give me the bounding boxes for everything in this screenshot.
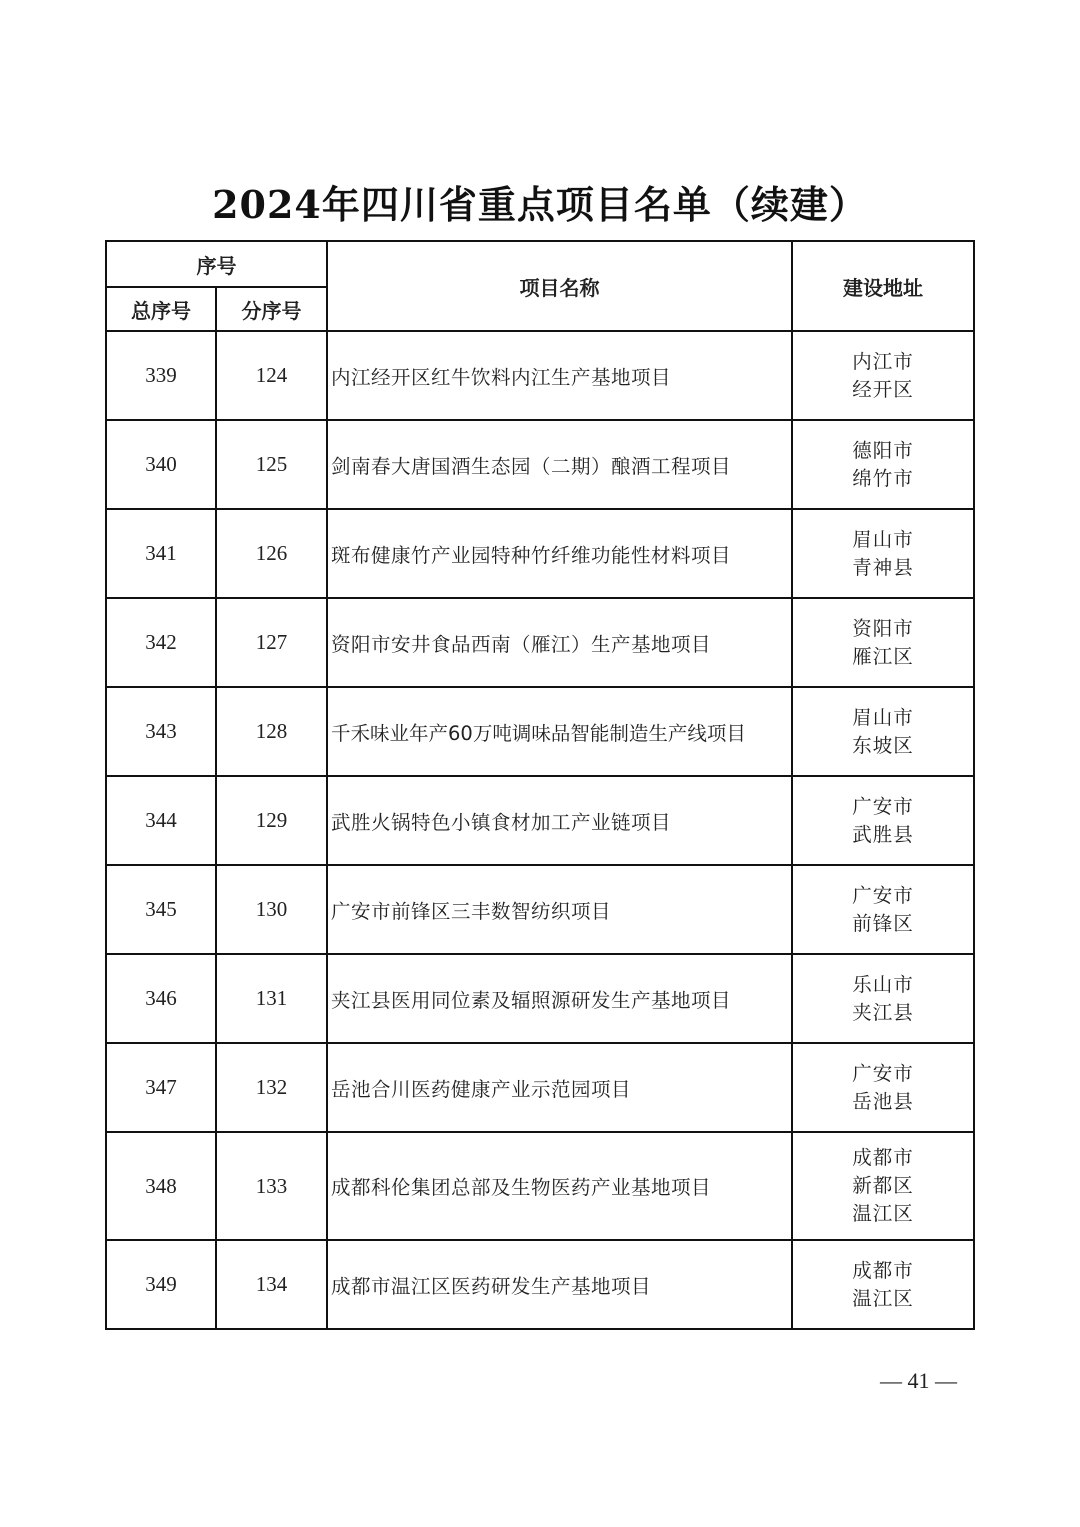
sub-seq-cell: 127 xyxy=(216,598,327,687)
location-line: 成都市 xyxy=(852,1146,914,1169)
total-seq-cell: 347 xyxy=(106,1043,216,1132)
total-seq-cell: 340 xyxy=(106,420,216,509)
location-line: 广安市 xyxy=(852,883,914,907)
sub-seq-cell: 131 xyxy=(216,954,327,1043)
location-cell xyxy=(792,331,974,420)
location-line: 乐山市 xyxy=(852,972,914,996)
page-number: — 41 — xyxy=(880,1368,957,1393)
header-location: 建设地址 xyxy=(792,241,974,331)
location-line: 资阳市 xyxy=(852,616,914,640)
location-line: 广安市 xyxy=(852,794,914,818)
location-line: 绵竹市 xyxy=(852,466,914,490)
location-line: 前锋区 xyxy=(852,911,914,935)
sub-seq-cell: 128 xyxy=(216,687,327,776)
total-seq-cell: 342 xyxy=(106,598,216,687)
location-line: 内江市 xyxy=(852,349,914,373)
table-row xyxy=(106,509,974,598)
page-title: 2024年四川省重点项目名单（续建） xyxy=(212,182,868,227)
table-row xyxy=(106,420,974,509)
project-name-cell: 资阳市安井食品西南（雁江）生产基地项目 xyxy=(327,598,792,687)
location-cell xyxy=(792,1240,974,1329)
location-line: 温江区 xyxy=(852,1202,914,1225)
location-cell xyxy=(792,420,974,509)
location-line: 广安市 xyxy=(852,1061,914,1085)
location-cell xyxy=(792,687,974,776)
table-row xyxy=(106,1043,974,1132)
total-seq-cell: 339 xyxy=(106,331,216,420)
location-cell xyxy=(792,954,974,1043)
project-name-cell: 夹江县医用同位素及辐照源研发生产基地项目 xyxy=(327,954,792,1043)
header-project-name: 项目名称 xyxy=(327,241,792,331)
project-name-cell: 广安市前锋区三丰数智纺织项目 xyxy=(327,865,792,954)
table-row xyxy=(106,331,974,420)
sub-seq-cell: 132 xyxy=(216,1043,327,1132)
location-cell xyxy=(792,865,974,954)
project-name-cell: 成都市温江区医药研发生产基地项目 xyxy=(327,1240,792,1329)
location-line: 青神县 xyxy=(852,555,914,579)
location-cell xyxy=(792,509,974,598)
sub-seq-cell: 124 xyxy=(216,331,327,420)
location-line: 岳池县 xyxy=(852,1089,914,1113)
location-line: 夹江县 xyxy=(852,1000,914,1024)
location-line: 雁江区 xyxy=(852,644,914,668)
location-line: 成都市 xyxy=(852,1258,914,1282)
total-seq-cell: 344 xyxy=(106,776,216,865)
location-cell xyxy=(792,1043,974,1132)
location-line: 温江区 xyxy=(852,1286,914,1310)
location-line: 新都区 xyxy=(852,1174,914,1197)
location-line: 眉山市 xyxy=(852,705,914,729)
location-line: 德阳市 xyxy=(852,438,914,462)
header-sub-seq: 分序号 xyxy=(216,287,327,331)
location-cell xyxy=(792,1132,974,1240)
header-seq-group: 序号 xyxy=(106,241,327,287)
project-name-cell: 内江经开区红牛饮料内江生产基地项目 xyxy=(327,331,792,420)
table-row xyxy=(106,776,974,865)
project-name-cell: 武胜火锅特色小镇食材加工产业链项目 xyxy=(327,776,792,865)
location-line: 眉山市 xyxy=(852,527,914,551)
sub-seq-cell: 133 xyxy=(216,1132,327,1240)
table-row xyxy=(106,687,974,776)
location-line: 武胜县 xyxy=(852,822,914,846)
project-name-cell: 成都科伦集团总部及生物医药产业基地项目 xyxy=(327,1132,792,1240)
table-row xyxy=(106,598,974,687)
total-seq-cell: 345 xyxy=(106,865,216,954)
table-row xyxy=(106,865,974,954)
location-line: 东坡区 xyxy=(852,733,914,757)
sub-seq-cell: 126 xyxy=(216,509,327,598)
sub-seq-cell: 129 xyxy=(216,776,327,865)
location-cell xyxy=(792,598,974,687)
total-seq-cell: 349 xyxy=(106,1240,216,1329)
sub-seq-cell: 134 xyxy=(216,1240,327,1329)
total-seq-cell: 346 xyxy=(106,954,216,1043)
project-name-cell: 剑南春大唐国酒生态园（二期）酿酒工程项目 xyxy=(327,420,792,509)
header-total-seq: 总序号 xyxy=(106,287,216,331)
project-table xyxy=(105,240,975,1330)
total-seq-cell: 341 xyxy=(106,509,216,598)
project-name-cell: 斑布健康竹产业园特种竹纤维功能性材料项目 xyxy=(327,509,792,598)
sub-seq-cell: 130 xyxy=(216,865,327,954)
location-line: 经开区 xyxy=(852,377,914,401)
total-seq-cell: 343 xyxy=(106,687,216,776)
total-seq-cell: 348 xyxy=(106,1132,216,1240)
location-cell xyxy=(792,776,974,865)
table-row xyxy=(106,1240,974,1329)
sub-seq-cell: 125 xyxy=(216,420,327,509)
table-row xyxy=(106,1132,974,1240)
project-name-cell: 千禾味业年产60万吨调味品智能制造生产线项目 xyxy=(327,687,792,776)
table-row xyxy=(106,954,974,1043)
project-name-cell: 岳池合川医药健康产业示范园项目 xyxy=(327,1043,792,1132)
